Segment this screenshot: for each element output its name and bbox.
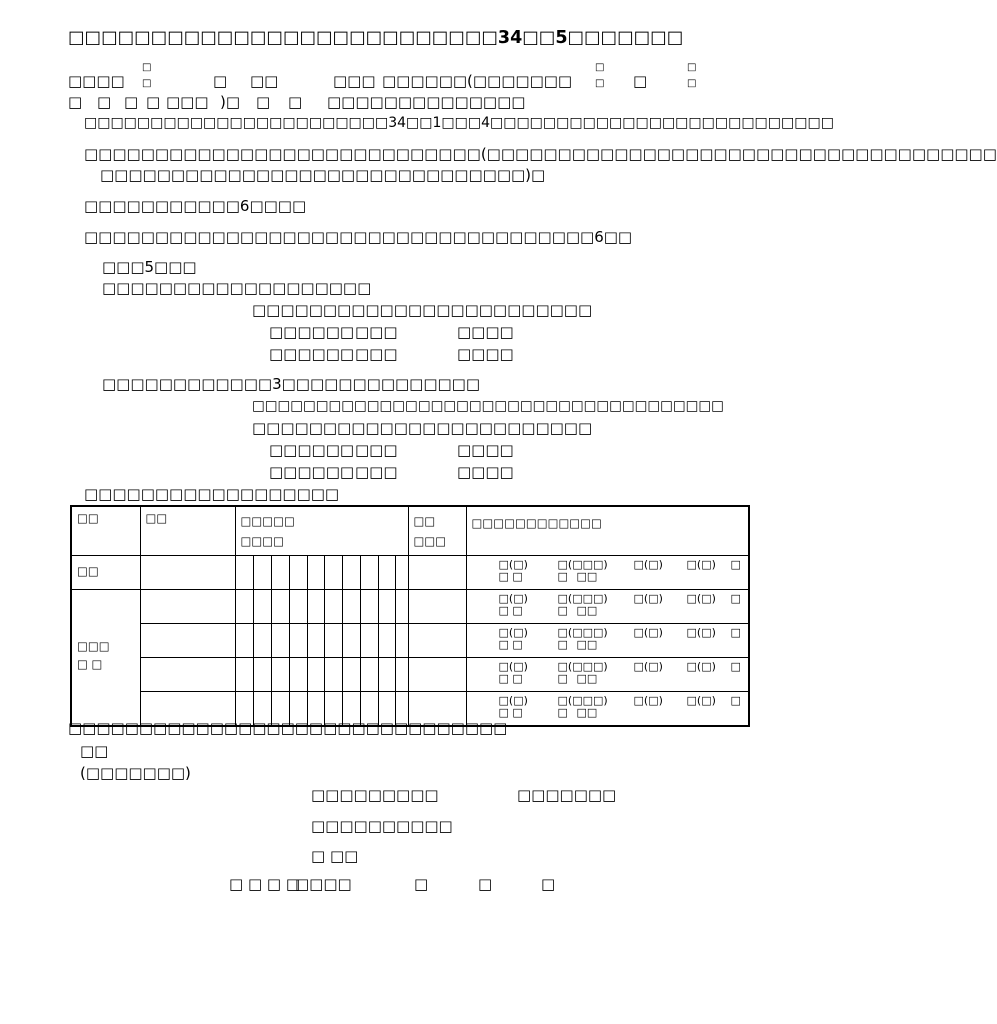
class-option[interactable]: □(□) <box>498 592 528 605</box>
option-1-checkbox-line[interactable]: □□□□□□□□□□□□□□□□□□□□□□□34□□1□□□4□□□□□□□□□□□□□□□□□□□□□□□□□□ <box>84 115 834 131</box>
intro-text: □□□□□□(□□□□□□□ <box>382 72 573 90</box>
intro-text: □ <box>633 72 648 90</box>
header-cell: □□ <box>140 506 235 556</box>
class-option[interactable]: □(□) <box>686 626 716 639</box>
class-option[interactable]: □(□) <box>633 660 663 673</box>
signature-label: □□□□□□□ <box>517 786 617 804</box>
name-cell[interactable] <box>140 590 235 624</box>
date-range-mid: □□□ <box>355 323 398 341</box>
date-range-mid: □□□ <box>355 463 398 481</box>
intro-small-mark: □ <box>595 62 605 73</box>
sub-option-a-detail-checkbox[interactable]: □□□□□□□□□□□□□□□□□□□□□□□□ <box>252 301 593 319</box>
row-group-label-line2: □ □ <box>77 657 103 672</box>
header-cell <box>408 506 466 556</box>
date-range-end: □□□□ <box>457 441 514 459</box>
class-option[interactable]: □(□) <box>633 592 663 605</box>
date-range-label: □□□□□□ <box>269 323 355 341</box>
id-digit-cell[interactable] <box>253 590 271 624</box>
class-option: □ <box>557 604 568 617</box>
class-option: □ □ <box>498 604 523 617</box>
intro-small-mark: □ <box>142 62 152 73</box>
intro-small-mark: □ <box>595 78 605 89</box>
id-digit-cell[interactable] <box>289 624 307 658</box>
class-option[interactable]: □(□) <box>686 558 716 571</box>
date-range-end: □□□□ <box>457 463 514 481</box>
id-digit-cell[interactable] <box>324 590 342 624</box>
class-option[interactable]: □(□□□) <box>557 660 608 673</box>
class-option: □ □ <box>498 570 523 583</box>
intro-small-mark: □ <box>142 78 152 89</box>
intro-text: □□□ <box>166 93 209 111</box>
classification-options <box>467 571 749 583</box>
id-digit-cell[interactable] <box>360 590 378 624</box>
date-range-mid: □□□ <box>355 345 398 363</box>
sub-option-b-detail-checkbox[interactable]: □□□□□□□□□□□□□□□□□□□□□□□□ <box>252 419 593 437</box>
id-digit-cell[interactable] <box>395 658 408 692</box>
table-row <box>71 658 749 692</box>
classification-options <box>467 639 749 651</box>
recipient-sub: (□□□□□□□) <box>80 764 191 782</box>
id-digit-cell[interactable] <box>271 590 289 624</box>
class-option: □ <box>557 672 568 685</box>
class-option[interactable]: □ <box>730 626 741 639</box>
class-option[interactable]: □(□) <box>498 558 528 571</box>
class-option: □ □ <box>498 706 523 719</box>
id-digit-cell[interactable] <box>324 556 342 590</box>
intro-text: □ <box>124 93 139 111</box>
class-option[interactable]: □(□) <box>498 694 528 707</box>
id-digit-cell[interactable] <box>342 590 360 624</box>
id-digit-cell[interactable] <box>395 556 408 590</box>
class-option: □□ <box>576 706 598 719</box>
intro-text: □ <box>213 72 228 90</box>
classification-options <box>467 707 749 719</box>
class-option: □□ <box>576 638 598 651</box>
class-option: □□ <box>576 604 598 617</box>
id-digit-cell[interactable] <box>324 624 342 658</box>
table-header-row <box>71 506 749 556</box>
date-label: □ □ □ □ <box>229 875 300 893</box>
intro-text: □□ <box>250 72 279 90</box>
header-id-line2: □□□□ <box>240 534 284 548</box>
option-3-checkbox-line[interactable]: □□□□□□□□□□□6□□□□ <box>84 197 307 215</box>
relation-cell[interactable] <box>408 658 466 692</box>
relation-cell[interactable] <box>408 556 466 590</box>
date-year: □ <box>414 875 429 893</box>
applicant-table <box>70 505 750 727</box>
row-label: □□ <box>71 556 140 590</box>
intro-text: □ <box>256 93 271 111</box>
class-option[interactable]: □(□) <box>686 592 716 605</box>
sub-option-a-checkbox[interactable]: □□□□□□□□□□□□□□□□□□□ <box>102 279 372 297</box>
recipient: □□ <box>80 742 109 760</box>
class-option[interactable]: □(□□□) <box>557 626 608 639</box>
class-option[interactable]: □(□) <box>633 558 663 571</box>
id-digit-cell[interactable] <box>289 590 307 624</box>
id-digit-cell[interactable] <box>235 556 253 590</box>
classification-options <box>467 590 749 605</box>
id-digit-cell[interactable] <box>271 658 289 692</box>
intro-small-mark: □ <box>687 78 697 89</box>
header-cell-id <box>235 506 408 556</box>
class-option: □□ <box>576 672 598 685</box>
id-digit-cell[interactable] <box>253 658 271 692</box>
date-range-end: □□□□ <box>457 345 514 363</box>
intro-small-mark: □ <box>687 62 697 73</box>
signature-label: □□□□□□□□□ <box>311 786 439 804</box>
sub-heading: □□□5□□□ <box>102 258 197 276</box>
intro-text: □□□□□□□□□□□□□□ <box>327 93 526 111</box>
class-option: □□ <box>576 570 598 583</box>
class-option[interactable]: □ <box>730 592 741 605</box>
classification-options <box>467 673 749 685</box>
classification-options <box>467 692 749 707</box>
option-4-checkbox-line[interactable]: □□□□□□□□□□□□□□□□□□□□□□□□□□□□□□□□□□□□6□□ <box>84 228 633 246</box>
class-option[interactable]: □(□) <box>686 694 716 707</box>
table-row <box>71 590 749 624</box>
id-digit-cell[interactable] <box>324 658 342 692</box>
header-cell: □□□□□□□□□□□□ <box>466 506 749 556</box>
id-digit-cell[interactable] <box>342 658 360 692</box>
date-month: □ <box>478 875 493 893</box>
id-digit-cell[interactable] <box>378 556 395 590</box>
date-label: □□□□ <box>295 875 352 893</box>
class-option[interactable]: □(□) <box>498 660 528 673</box>
id-digit-cell[interactable] <box>289 658 307 692</box>
id-digit-cell[interactable] <box>360 556 378 590</box>
id-digit-cell[interactable] <box>378 658 395 692</box>
date-range-label: □□□□□□ <box>269 441 355 459</box>
name-cell[interactable] <box>140 556 235 590</box>
name-cell[interactable] <box>140 624 235 658</box>
id-digit-cell[interactable] <box>360 658 378 692</box>
row-group-label-line1: □□□ <box>77 639 110 654</box>
intro-text: □ <box>68 93 83 111</box>
id-digit-cell[interactable] <box>360 624 378 658</box>
classification-cell[interactable] <box>466 556 749 590</box>
id-digit-cell[interactable] <box>289 556 307 590</box>
table-row <box>71 624 749 658</box>
classification-cell[interactable] <box>466 658 749 692</box>
signature-label: □ □□ <box>311 847 359 865</box>
date-range-mid: □□□ <box>355 441 398 459</box>
class-option[interactable]: □(□) <box>633 694 663 707</box>
id-digit-cell[interactable] <box>307 590 324 624</box>
relation-cell[interactable] <box>408 624 466 658</box>
id-digit-cell[interactable] <box>235 624 253 658</box>
class-option[interactable]: □(□□□) <box>557 558 608 571</box>
class-option[interactable]: □(□) <box>633 626 663 639</box>
id-digit-cell[interactable] <box>395 624 408 658</box>
date-range-label: □□□□□□ <box>269 463 355 481</box>
footer-note: □□□□□□□□□□□□□□□□□□□□□□□□□□□□□□□ <box>68 719 508 737</box>
name-cell[interactable] <box>140 658 235 692</box>
class-option: □ □ <box>498 672 523 685</box>
table-caption: □□□□□□□□□□□□□□□□□□ <box>84 485 340 503</box>
intro-text: □ <box>97 93 112 111</box>
signature-label: □□□□□□□□□□ <box>311 817 453 835</box>
intro-label: □□□□ <box>68 72 125 90</box>
id-digit-cell[interactable] <box>342 556 360 590</box>
class-option[interactable]: □(□□□) <box>557 694 608 707</box>
header-cell: □□ <box>71 506 140 556</box>
id-digit-cell[interactable] <box>395 590 408 624</box>
date-day: □ <box>541 875 556 893</box>
class-option[interactable]: □(□) <box>498 626 528 639</box>
sub-option-b-checkbox[interactable]: □□□□□□□□□□□□3□□□□□□□□□□□□□□ <box>102 375 481 393</box>
id-digit-cell[interactable] <box>378 590 395 624</box>
class-option[interactable]: □ <box>730 694 741 707</box>
intro-text: □□□ <box>333 72 376 90</box>
header-line2: □□□ <box>413 534 447 548</box>
id-digit-cell[interactable] <box>235 658 253 692</box>
class-option: □ <box>557 638 568 651</box>
date-range-label: □□□□□□ <box>269 345 355 363</box>
classification-options <box>467 556 749 571</box>
option-2-checkbox-line[interactable]: □□□□□□□□□□□□□□□□□□□□□□□□□□□□(□□□□□□□□□□□□□□□□□□□□□□□□□□□□□□□□□□□□ <box>84 145 997 163</box>
id-digit-cell[interactable] <box>253 624 271 658</box>
row-group-label <box>71 590 140 726</box>
class-option[interactable]: □(□) <box>686 660 716 673</box>
id-digit-cell[interactable] <box>342 624 360 658</box>
sub-option-b-detail-checkbox[interactable]: □□□□□□□□□□□□□□□□□□□□□□□□□□□□□□□□□□□□□ <box>252 398 724 414</box>
classification-options <box>467 624 749 639</box>
classification-cell[interactable] <box>466 624 749 658</box>
classification-cell[interactable] <box>466 590 749 624</box>
id-digit-cell[interactable] <box>253 556 271 590</box>
header-line1: □□ <box>413 514 436 528</box>
intro-text: )□ <box>220 93 241 111</box>
class-option[interactable]: □ <box>730 660 741 673</box>
table-row <box>71 556 749 590</box>
id-digit-cell[interactable] <box>235 590 253 624</box>
id-digit-cell[interactable] <box>307 658 324 692</box>
option-2-continuation: □□□□□□□□□□□□□□□□□□□□□□□□□□□□□□)□ <box>100 166 546 184</box>
classification-options <box>467 658 749 673</box>
classification-cell[interactable] <box>466 692 749 726</box>
id-digit-cell[interactable] <box>271 556 289 590</box>
id-digit-cell[interactable] <box>307 624 324 658</box>
class-option[interactable]: □ <box>730 558 741 571</box>
header-id-line1: □□□□□ <box>240 514 295 528</box>
class-option: □ <box>557 570 568 583</box>
relation-cell[interactable] <box>408 590 466 624</box>
intro-text: □ <box>146 93 161 111</box>
class-option[interactable]: □(□□□) <box>557 592 608 605</box>
document-title: □□□□□□□□□□□□□□□□□□□□□□□□□□34□□5□□□□□□□ <box>68 28 684 48</box>
date-range-end: □□□□ <box>457 323 514 341</box>
class-option: □ □ <box>498 638 523 651</box>
id-digit-cell[interactable] <box>378 624 395 658</box>
intro-text: □ <box>288 93 303 111</box>
classification-options <box>467 605 749 617</box>
id-digit-cell[interactable] <box>307 556 324 590</box>
id-digit-cell[interactable] <box>271 624 289 658</box>
class-option: □ <box>557 706 568 719</box>
